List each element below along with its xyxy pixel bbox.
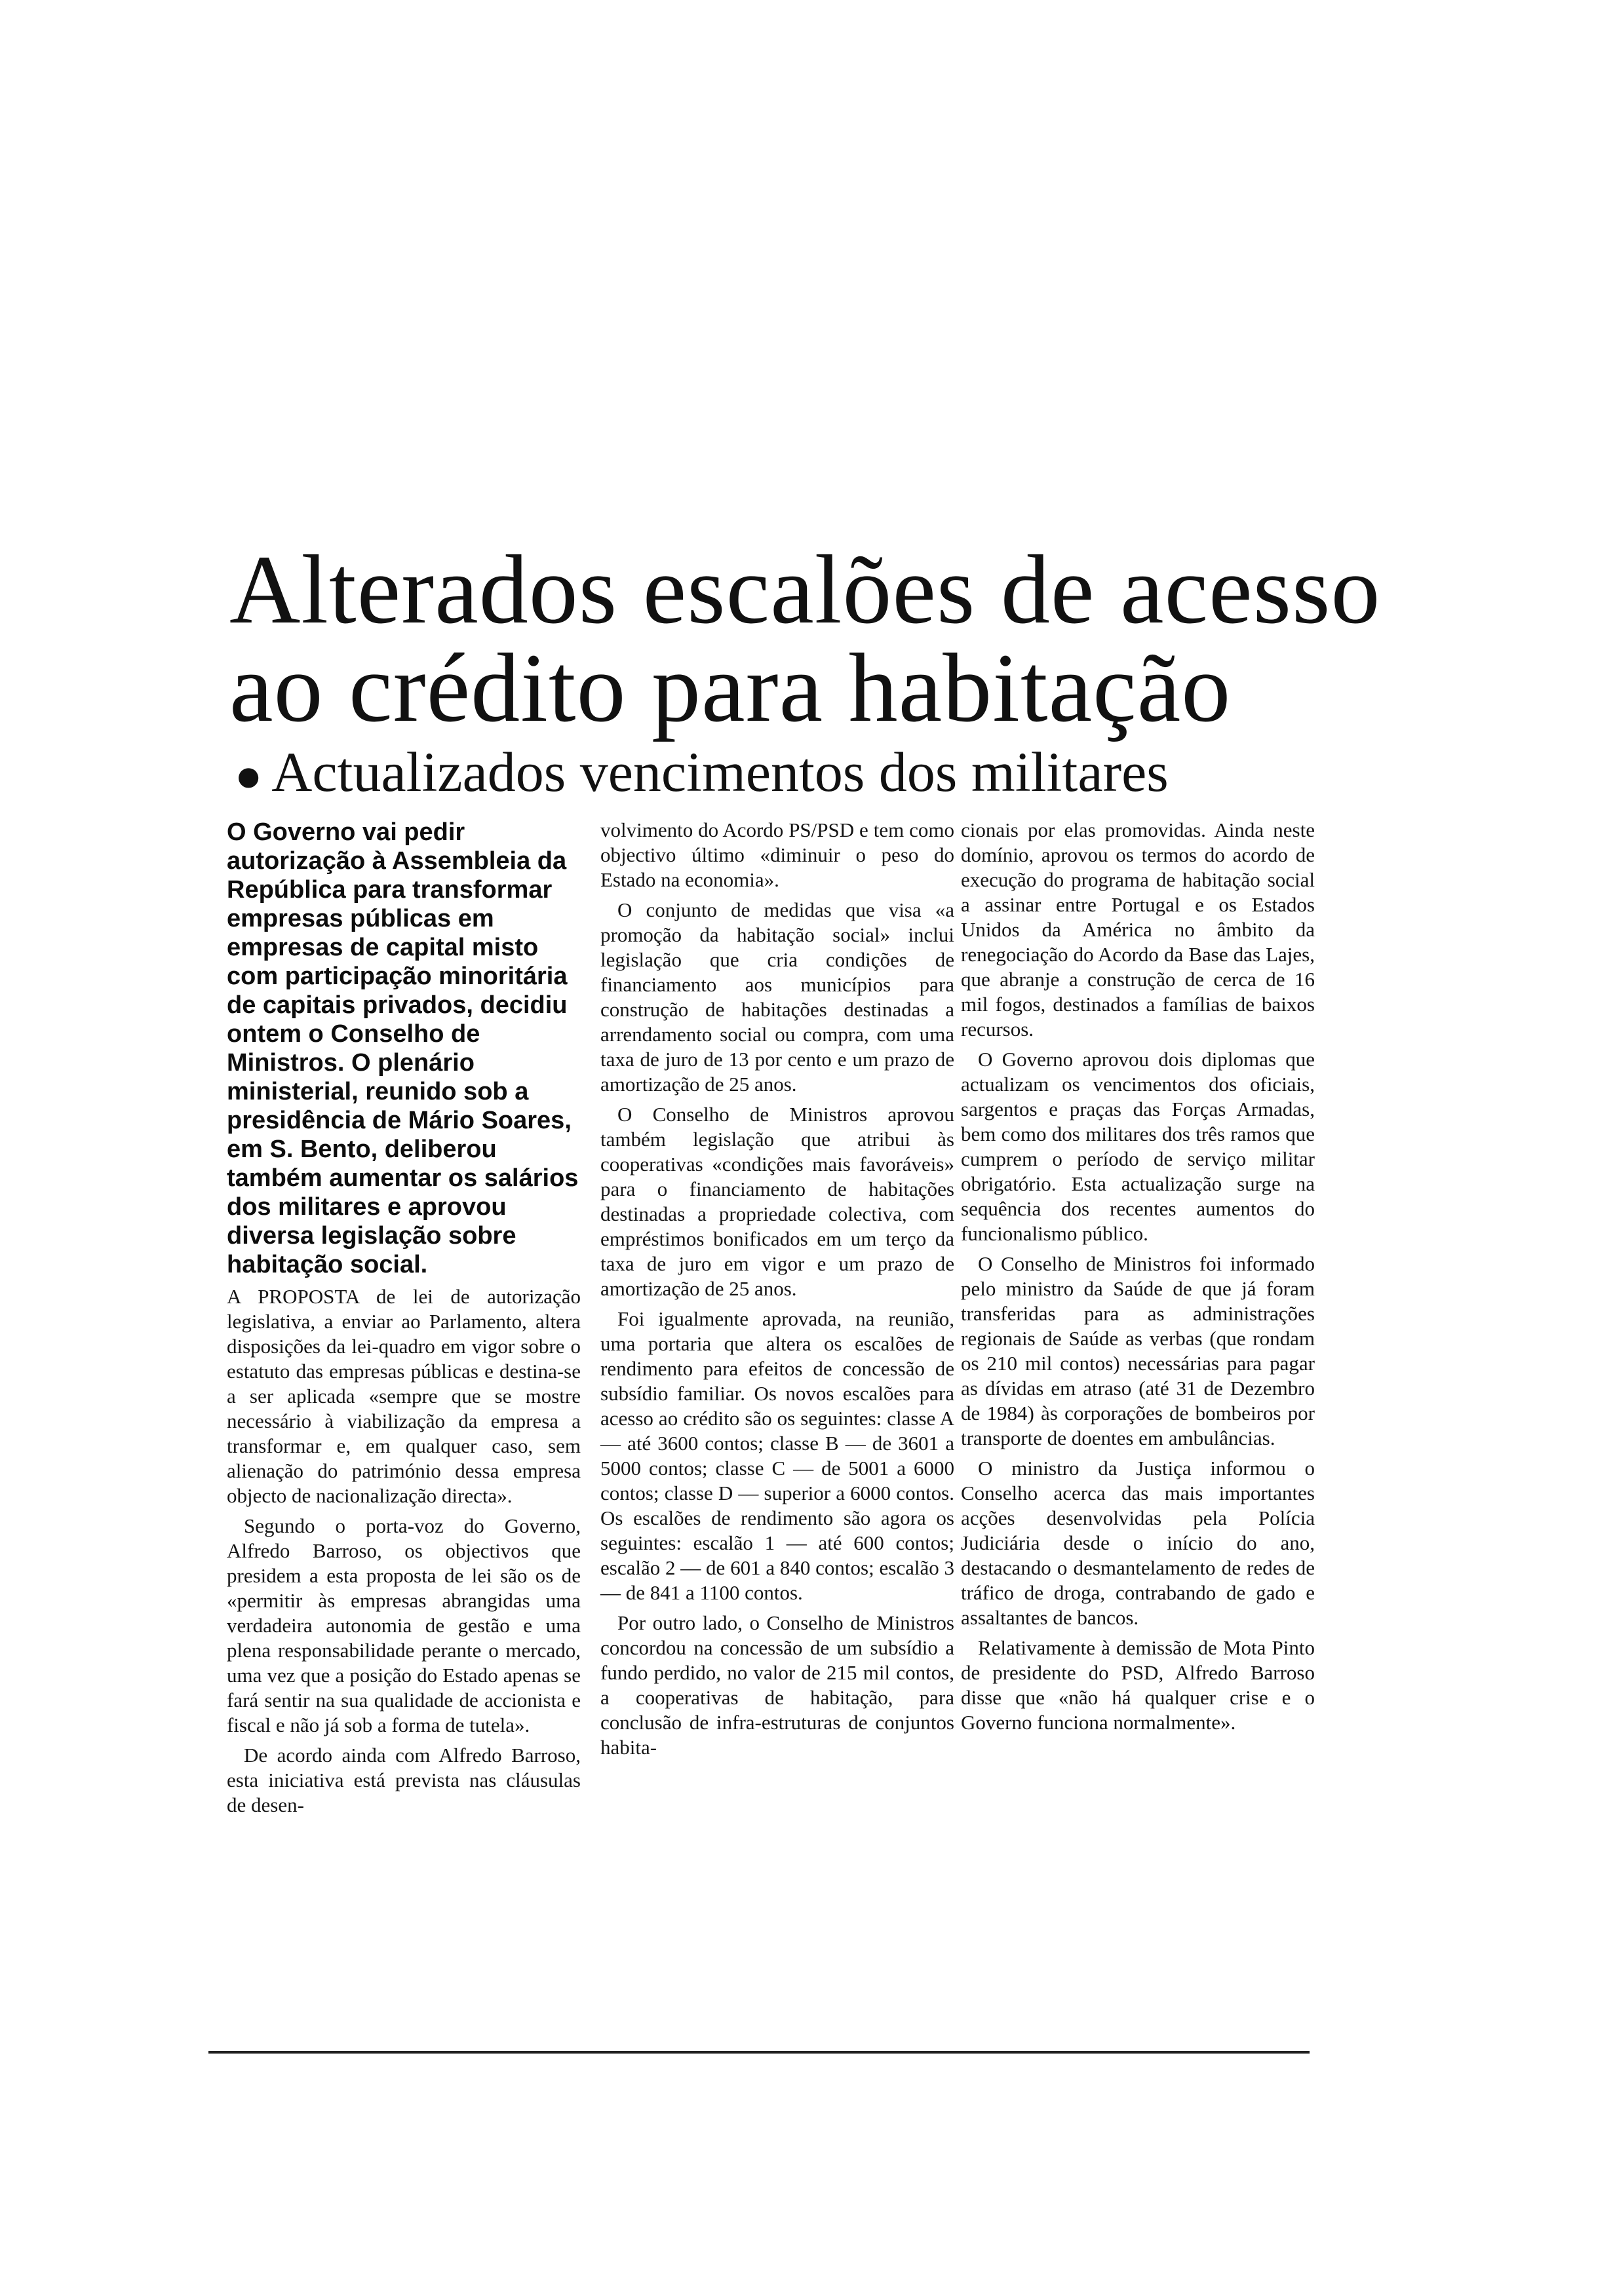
article-paragraph: volvimento do Acordo PS/PSD e tem como objectivo último «diminuir o peso do Estado na economia». [600, 818, 954, 891]
article-paragraph: O Governo aprovou dois diplomas que actualizam os vencimentos dos oficiais, sargentos e praças das Forças Armadas, bem como dos militares dos três ramos que cumprem o período de serviço militar obrigatório. Esta actualização surge na sequência dos recentes aumentos do funcionalismo público. [961, 1048, 1315, 1245]
article-column-2 [600, 818, 954, 1765]
newspaper-clipping [208, 524, 1381, 2084]
subheadline-text: Actualizados vencimentos dos militares [271, 740, 1169, 803]
article-paragraph: cionais por elas promovidas. Ainda neste domínio, aprovou os termos do acordo de execução do programa de habitação social a assinar entre Portugal e os Estados Unidos da América no âmbito da renegociação do Acordo da Base das Lajes, que abranje a construção de cerca de 16 mil fogos, destinados a famílias de baixos recursos. [961, 818, 1315, 1041]
subheadline [235, 740, 1169, 808]
headline-line-1: Alterados escalões de acesso [229, 535, 1381, 644]
article-paragraph: O conjunto de medidas que visa «a promoção da habitação social» inclui legislação que cria condições de financiamento aos municípios para construção de habitações destinadas a arrendamento social ou compra, com uma taxa de juro de 13 por cento e um prazo de amortização de 25 anos. [600, 898, 954, 1096]
article-paragraph: O Conselho de Ministros aprovou também legislação que atribui às cooperativas «condições mais favoráveis» para o financiamento de habitações destinadas a propriedade colectiva, com empréstimos bonificados em um terço da taxa de juro em vigor e um prazo de amortização de 25 anos. [600, 1103, 954, 1300]
headline-line-2: ao crédito para habitação [229, 634, 1232, 742]
bottom-rule [208, 2051, 1310, 2054]
article-lead: O Governo vai pedir autorização à Assembleia da República para transformar empresas públicas em empresas de capital misto com participação minoritária de capitais privados, decidiu ontem o Conselho de Ministros. O plenário ministerial, reunido sob a presidência de Mário Soares, em S. Bento, deliberou também aumentar os salários dos militares e aprovou diversa legislação sobre habitação social. [227, 818, 579, 1278]
article-paragraph: A PROPOSTA de lei de autorização legislativa, a enviar ao Parlamento, altera disposições da lei-quadro em vigor sobre o estatuto das empresas públicas e destina-se a ser aplicada «sempre que se mostre necessário à viabilização da empresa a transformar e, em qualquer caso, sem alienação do património dessa empresa objecto de nacionalização directa». [227, 1285, 581, 1507]
article-paragraph: Por outro lado, o Conselho de Ministros concordou na concessão de um subsídio a fundo perdido, no valor de 215 mil contos, a cooperativas de habitação, para conclusão de infra-estruturas de conjuntos habita- [600, 1611, 954, 1759]
article-paragraph: Foi igualmente aprovada, na reunião, uma portaria que altera os escalões de rendimento para efeitos de concessão de subsídio familiar. Os novos escalões para acesso ao crédito são os seguintes: classe A — até 3600 contos; classe B — de 3601 a 5000 contos; classe C — de 5001 a 6000 contos; classe D — superior a 6000 contos. Os escalões de rendimento são agora os seguintes: escalão 1 — até 600 contos; escalão 2 — de 601 a 840 contos; escalão 3 — de 841 a 1100 contos. [600, 1307, 954, 1604]
article-paragraph: Segundo o porta-voz do Governo, Alfredo Barroso, os objectivos que presidem a esta proposta de lei são os de «permitir às empresas abrangidas uma verdadeira autonomia de gestão e uma plena responsabilidade perante o mercado, uma vez que a posição do Estado apenas se fará sentir na sua qualidade de accionista e fiscal e não já sob a forma de tutela». [227, 1514, 581, 1736]
bullet-icon: ● [235, 751, 263, 801]
article-column-1 [227, 818, 581, 1823]
article-paragraph: O Conselho de Ministros foi informado pelo ministro da Saúde de que já foram transferidas para as administrações regionais de Saúde as verbas (que rondam os 210 mil contos) necessárias para pagar as dívidas em atraso (até 31 de Dezembro de 1984) às corporações de bombeiros por transporte de doentes em ambulâncias. [961, 1252, 1315, 1449]
article-paragraph: De acordo ainda com Alfredo Barroso, esta iniciativa está prevista nas cláusulas de desen- [227, 1744, 581, 1816]
article-column-3 [961, 818, 1315, 1740]
article-paragraph: Relativamente à demissão de Mota Pinto de presidente do PSD, Alfredo Barroso disse que «não há qualquer crise e o Governo funciona normalmente». [961, 1636, 1315, 1734]
article-paragraph: O ministro da Justiça informou o Conselho acerca das mais importantes acções desenvolvidas pela Polícia Judiciária desde o início do ano, destacando o desmantelamento de redes de tráfico de droga, contrabando de gado e assaltantes de bancos. [961, 1457, 1315, 1629]
